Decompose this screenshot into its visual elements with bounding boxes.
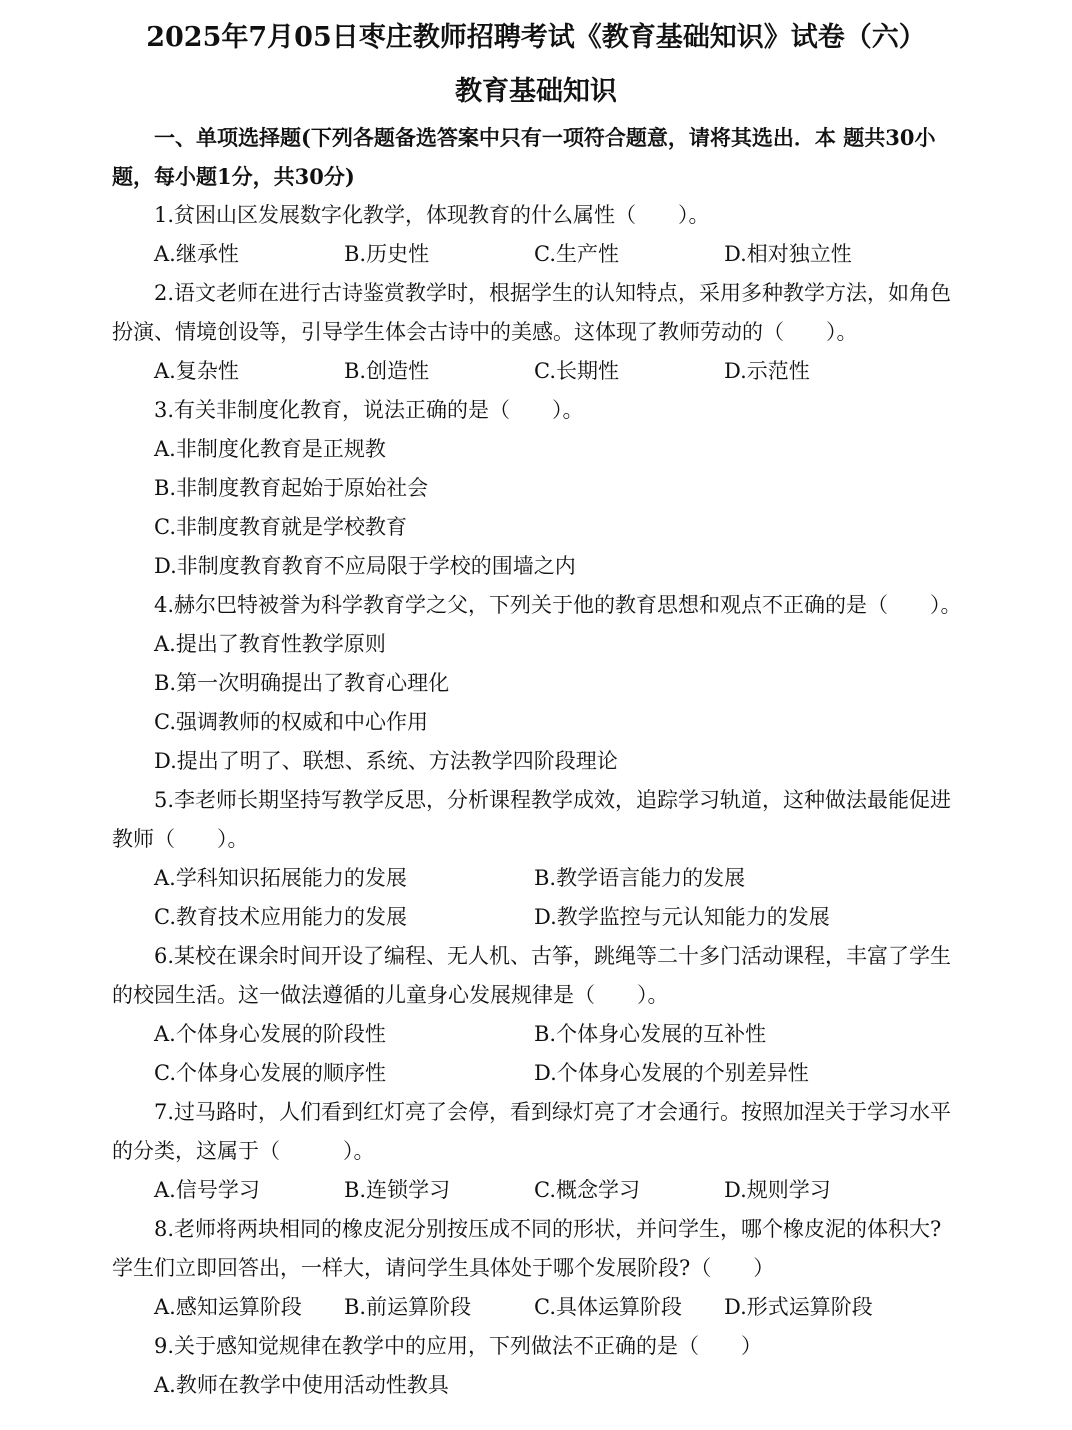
question-stem-continued: 的校园生活。这一做法遵循的儿童身心发展规律是（ ）。	[112, 983, 669, 1007]
option-b: B.历史性	[344, 242, 430, 266]
paper-subtitle: 教育基础知识	[455, 76, 617, 107]
question-1	[112, 196, 960, 274]
question-stem-continued: 学生们立即回答出，一样大，请问学生具体处于哪个发展阶段?（ ）	[112, 1256, 775, 1280]
option-b: B.第一次明确提出了教育心理化	[154, 671, 450, 695]
option-c: C.生产性	[534, 242, 619, 266]
option-c: C.具体运算阶段	[534, 1295, 682, 1319]
option-row	[112, 898, 960, 937]
option-a: A.个体身心发展的阶段性	[154, 1022, 386, 1046]
section-instructions	[112, 118, 960, 196]
option-row	[112, 1015, 960, 1054]
option-a: A.复杂性	[154, 359, 239, 383]
option-a: A.学科知识拓展能力的发展	[154, 866, 407, 890]
option-d: D.形式运算阶段	[724, 1295, 873, 1319]
option-a: A.非制度化教育是正规教	[154, 437, 386, 461]
option-d: D.教学监控与元认知能力的发展	[534, 905, 830, 929]
section-heading-line-1: 一、单项选择题(下列各题备选答案中只有一项符合题意，请将其选出．本 题共30小	[154, 125, 936, 150]
question-stem: 6.某校在课余时间开设了编程、无人机、古筝，跳绳等二十多门活动课程，丰富了学生	[154, 944, 952, 968]
question-stem: 9.关于感知觉规律在教学中的应用，下列做法不正确的是（ ）	[154, 1334, 763, 1358]
option-c: C.长期性	[534, 359, 619, 383]
question-stem: 8.老师将两块相同的橡皮泥分别按压成不同的形状，并问学生，哪个橡皮泥的体积大?	[154, 1217, 942, 1241]
question-stem: 4.赫尔巴特被誉为科学教育学之父，下列关于他的教育思想和观点不正确的是（ ）。	[154, 593, 962, 617]
question-8	[112, 1210, 960, 1327]
question-stem-continued: 扮演、情境创设等，引导学生体会古诗中的美感。这体现了教师劳动的（ ）。	[112, 320, 858, 344]
option-row	[112, 1171, 960, 1210]
option-c: C.教育技术应用能力的发展	[154, 905, 407, 929]
option-a: A.感知运算阶段	[154, 1295, 302, 1319]
question-2	[112, 274, 960, 391]
option-row	[112, 352, 960, 391]
option-d: D.提出了明了、联想、系统、方法教学四阶段理论	[154, 749, 618, 773]
option-c: C.个体身心发展的顺序性	[154, 1061, 386, 1085]
option-a: A.继承性	[154, 242, 239, 266]
option-d: D.规则学习	[724, 1178, 831, 1202]
option-c: C.强调教师的权威和中心作用	[154, 710, 428, 734]
option-d: D.相对独立性	[724, 242, 852, 266]
option-c: C.非制度教育就是学校教育	[154, 515, 407, 539]
question-3	[112, 391, 960, 586]
question-stem-continued: 的分类，这属于（ ）。	[112, 1139, 375, 1163]
option-b: B.非制度教育起始于原始社会	[154, 476, 429, 500]
option-row	[112, 859, 960, 898]
option-row	[112, 1054, 960, 1093]
option-row	[112, 235, 960, 274]
question-stem: 1.贫困山区发展数字化教学，体现教育的什么属性（ ）。	[154, 203, 710, 227]
option-a: A.教师在教学中使用活动性教具	[154, 1373, 449, 1397]
question-6	[112, 937, 960, 1093]
option-b: B.个体身心发展的互补性	[534, 1022, 767, 1046]
question-stem: 7.过马路时，人们看到红灯亮了会停，看到绿灯亮了才会通行。按照加涅关于学习水平	[154, 1100, 952, 1124]
question-4	[112, 586, 960, 781]
option-a: A.信号学习	[154, 1178, 260, 1202]
option-b: B.创造性	[344, 359, 430, 383]
option-b: B.前运算阶段	[344, 1295, 472, 1319]
question-stem: 3.有关非制度化教育，说法正确的是（ ）。	[154, 398, 584, 422]
option-b: B.连锁学习	[344, 1178, 451, 1202]
option-d: D.非制度教育教育不应局限于学校的围墙之内	[154, 554, 576, 578]
option-row	[112, 1288, 960, 1327]
option-d: D.个体身心发展的个别差异性	[534, 1061, 809, 1085]
option-c: C.概念学习	[534, 1178, 640, 1202]
section-heading-line-2: 题，每小题1分，共30分)	[112, 164, 355, 189]
question-9	[112, 1327, 960, 1405]
option-a: A.提出了教育性教学原则	[154, 632, 386, 656]
question-stem: 2.语文老师在进行古诗鉴赏教学时，根据学生的认知特点，采用多种教学方法，如角色	[154, 281, 952, 305]
option-b: B.教学语言能力的发展	[534, 866, 746, 890]
option-d: D.示范性	[724, 359, 810, 383]
question-7	[112, 1093, 960, 1210]
question-stem-continued: 教师（ ）。	[112, 827, 249, 851]
question-5	[112, 781, 960, 937]
paper-title: 2025年7月05日枣庄教师招聘考试《教育基础知识》试卷（六）	[146, 22, 926, 53]
question-stem: 5.李老师长期坚持写教学反思，分析课程教学成效，追踪学习轨道，这种做法最能促进	[154, 788, 952, 812]
